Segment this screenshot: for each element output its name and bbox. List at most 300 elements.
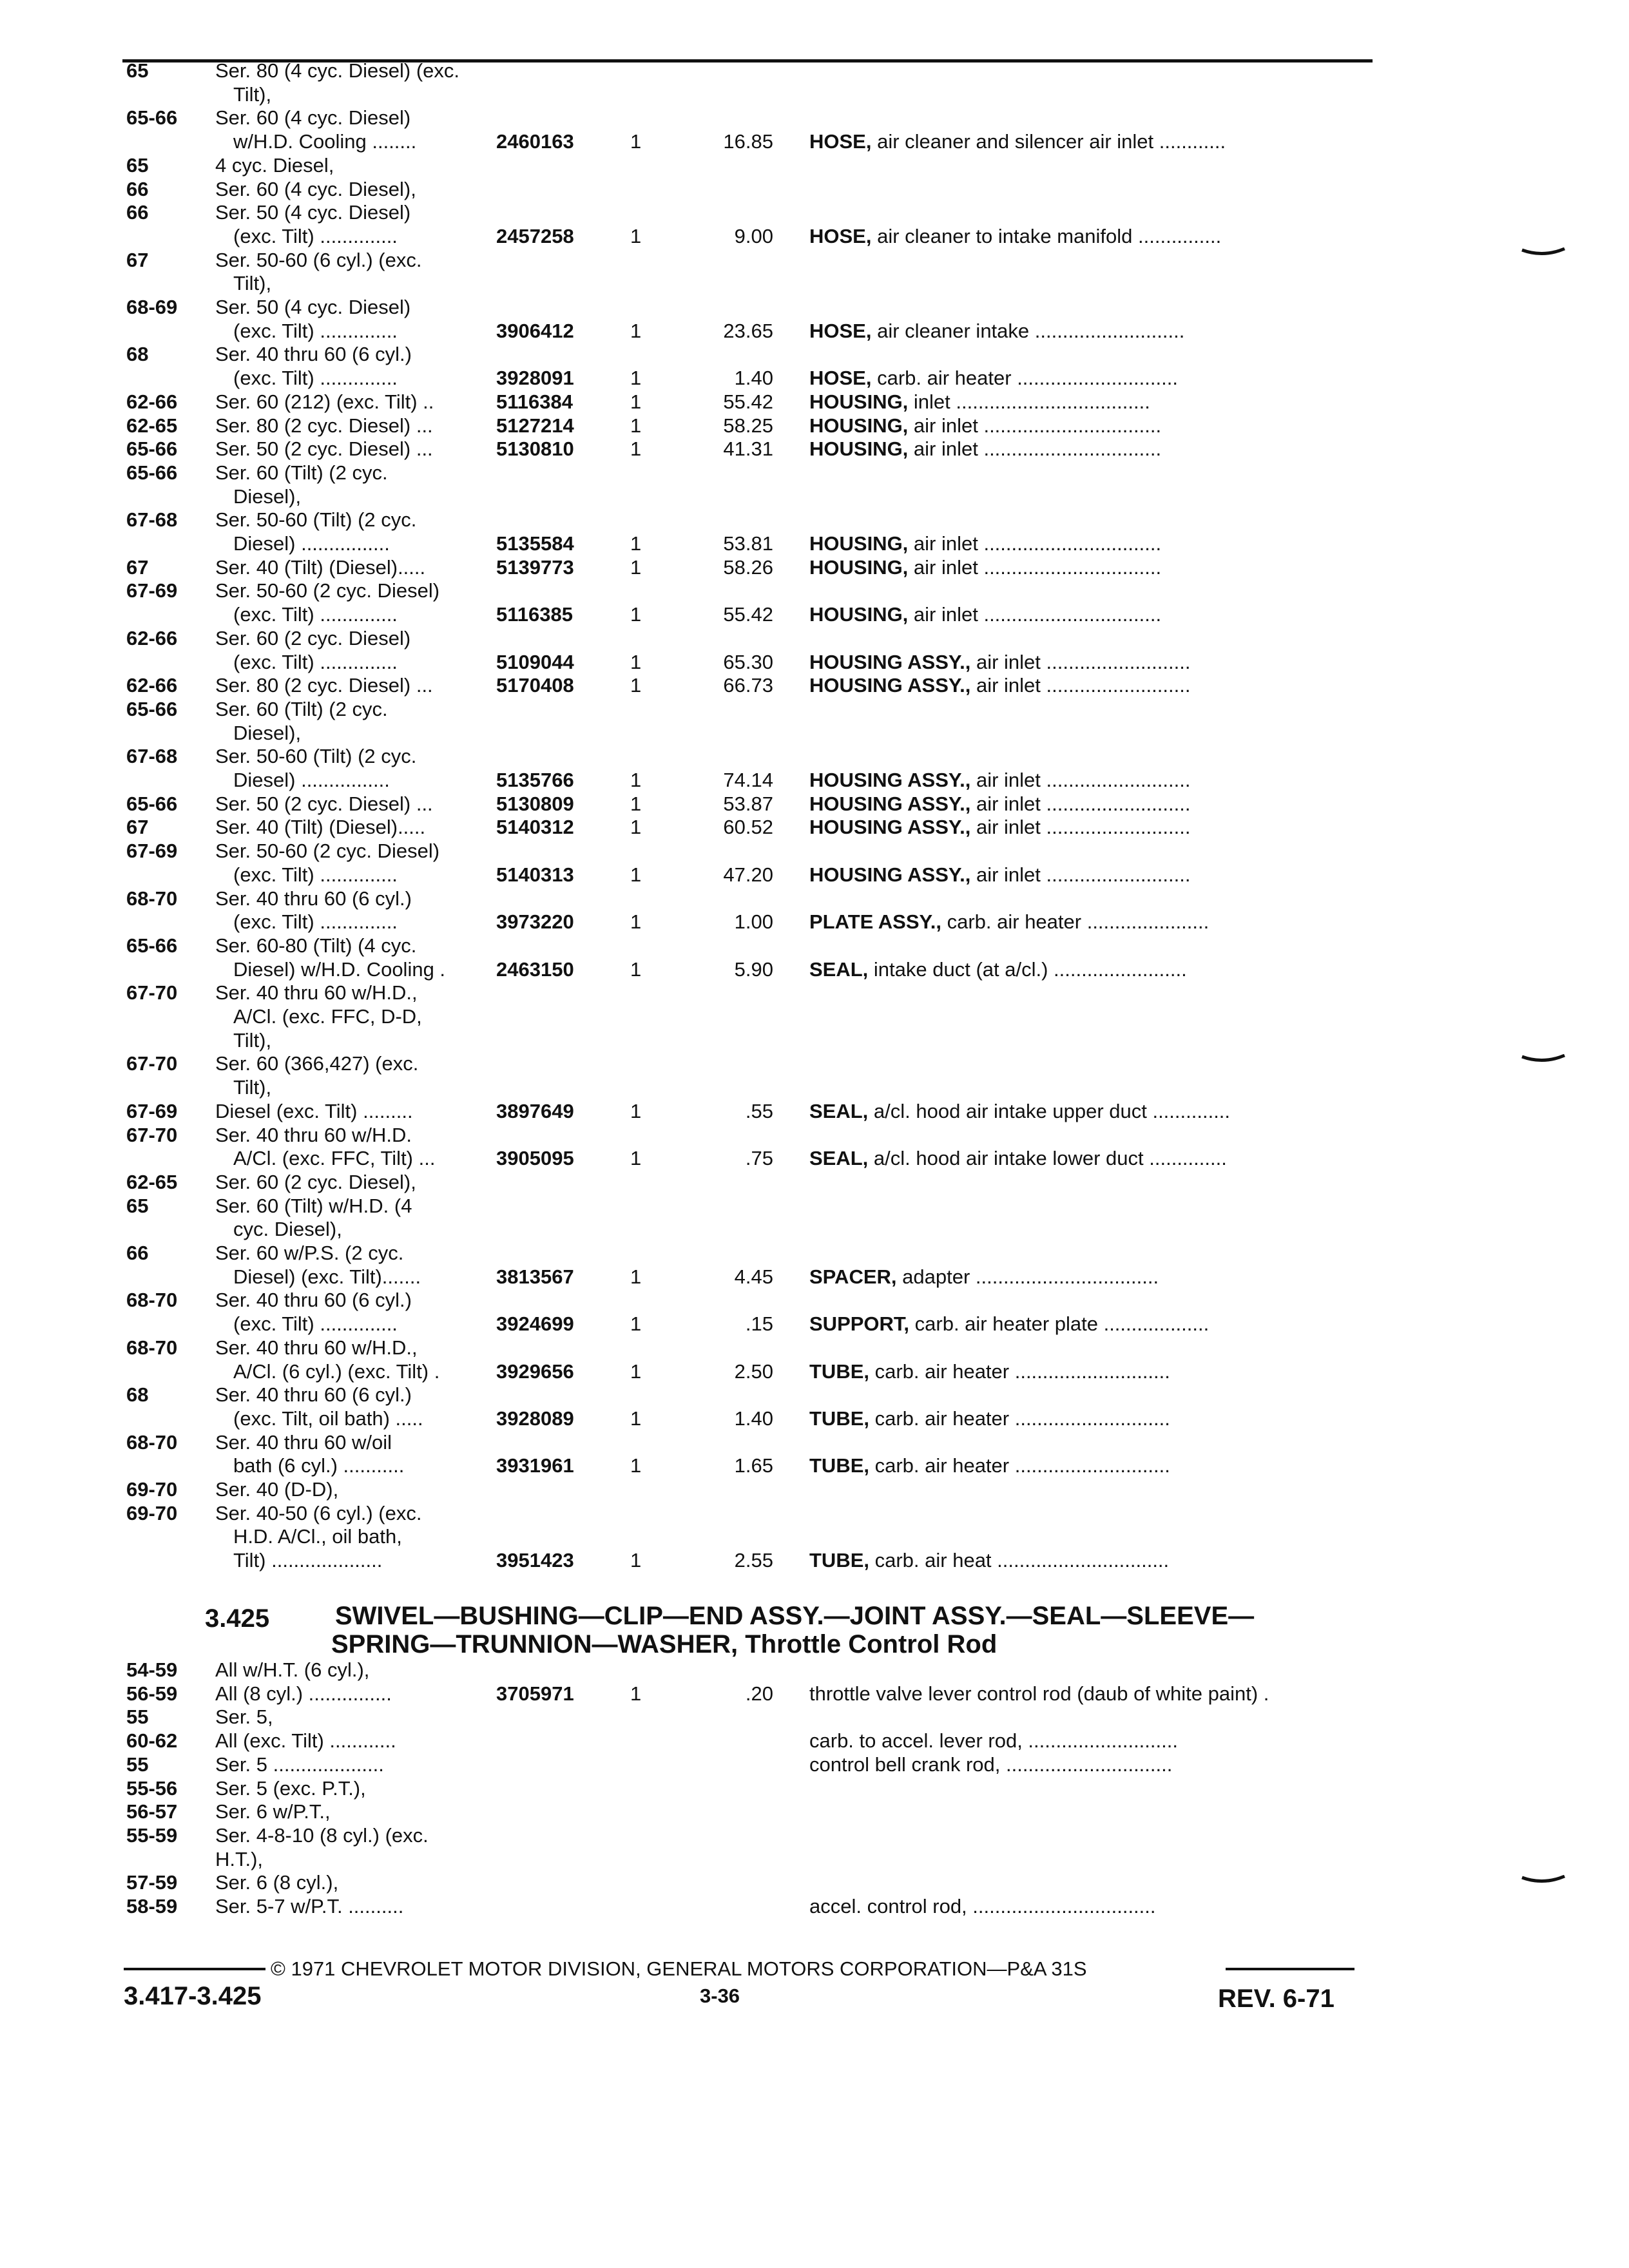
quantity: 1	[630, 769, 642, 791]
application: Ser. 60 (Tilt) w/H.D. (4	[215, 1194, 412, 1217]
model-year: 55	[126, 1753, 149, 1776]
model-year: 66	[126, 177, 149, 200]
quantity: 1	[630, 674, 642, 697]
application: Diesel),	[233, 485, 302, 508]
list-price: 1.40	[734, 1407, 773, 1430]
application: Ser. 50-60 (6 cyl.) (exc.	[215, 248, 422, 271]
application: 4 cyc. Diesel,	[215, 153, 334, 177]
quantity: 1	[630, 224, 642, 247]
part-number: 3929656	[496, 1360, 574, 1383]
table-row	[0, 1124, 1629, 1147]
table-row	[0, 320, 1629, 343]
section-title-line1: SWIVEL—BUSHING—CLIP—END ASSY.—JOINT ASSY.—SEAL—SLEEVE—	[335, 1602, 1255, 1630]
model-year: 65-66	[126, 792, 178, 815]
application: All w/H.T. (6 cyl.),	[215, 1658, 370, 1681]
quantity: 1	[630, 532, 642, 555]
application: (exc. Tilt) ..............	[233, 603, 398, 626]
list-price: 16.85	[723, 130, 773, 153]
part-name-bold: HOUSING,	[809, 532, 909, 555]
list-price: .20	[745, 1682, 773, 1705]
part-name-rest: air inlet ................................	[908, 532, 1162, 555]
application: H.D. A/Cl., oil bath,	[233, 1525, 402, 1548]
part-number: 5140313	[496, 863, 574, 886]
model-year: 66	[126, 1242, 149, 1264]
part-name-rest: control bell crank rod, ..............................	[809, 1753, 1173, 1776]
part-name	[809, 1454, 1170, 1477]
list-price: 53.81	[723, 532, 773, 555]
part-name	[809, 1360, 1170, 1383]
table-row	[0, 1753, 1629, 1776]
table-row	[0, 532, 1629, 555]
table-row	[0, 1360, 1629, 1383]
list-price: 53.87	[723, 792, 773, 815]
quantity: 1	[630, 1265, 642, 1288]
part-name-bold: SEAL,	[809, 957, 869, 981]
table-row	[0, 1052, 1629, 1075]
application: (exc. Tilt) ..............	[233, 863, 398, 886]
part-name-bold: SUPPORT,	[809, 1312, 910, 1336]
list-price: 47.20	[723, 863, 773, 886]
model-year: 69-70	[126, 1478, 178, 1501]
table-row	[0, 296, 1629, 319]
table-row	[0, 1454, 1629, 1477]
application: (exc. Tilt) ..............	[233, 319, 398, 342]
application: Ser. 40 thru 60 (6 cyl.)	[215, 1383, 412, 1407]
table-row	[0, 1147, 1629, 1170]
list-price: 58.26	[723, 555, 773, 579]
application: Ser. 50 (2 cyc. Diesel) ...	[215, 437, 433, 461]
application: A/Cl. (exc. FFC, Tilt) ...	[233, 1147, 436, 1170]
model-year: 67	[126, 248, 149, 271]
table-row	[0, 249, 1629, 272]
footer-copyright: © 1971 CHEVROLET MOTOR DIVISION, GENERAL MOTORS CORPORATION—P&A 31S	[271, 1957, 1087, 1980]
part-name	[809, 414, 1161, 437]
application: Ser. 60-80 (Tilt) (4 cyc.	[215, 934, 417, 957]
application: Ser. 50 (2 cyc. Diesel) ...	[215, 792, 433, 815]
part-number: 3924699	[496, 1312, 574, 1336]
application: Ser. 80 (4 cyc. Diesel) (exc.	[215, 59, 460, 82]
table-row	[0, 437, 1629, 461]
table-row	[0, 83, 1629, 106]
model-year: 54-59	[126, 1658, 178, 1681]
application: Ser. 40 thru 60 w/oil	[215, 1430, 392, 1454]
list-price: 23.65	[723, 319, 773, 342]
model-year: 67-70	[126, 1123, 178, 1146]
part-name-rest: air inlet ..........................	[970, 769, 1191, 791]
table-row	[0, 508, 1629, 532]
part-name	[809, 556, 1161, 579]
part-name-bold: HOUSING ASSY.,	[809, 863, 971, 886]
application: (exc. Tilt) ..............	[233, 367, 398, 390]
application: Tilt) ....................	[233, 1549, 383, 1572]
application: Ser. 5,	[215, 1706, 273, 1729]
part-number: 2460163	[496, 130, 574, 153]
application: All (exc. Tilt) ............	[215, 1729, 396, 1753]
part-number: 3931961	[496, 1454, 574, 1477]
table-row	[0, 1895, 1629, 1918]
model-year: 65	[126, 59, 149, 82]
table-row	[0, 887, 1629, 910]
part-name-bold: HOUSING,	[809, 390, 909, 413]
part-name	[809, 1753, 1172, 1776]
part-name-rest: air inlet ................................	[908, 603, 1162, 626]
model-year: 68-70	[126, 1289, 178, 1312]
table-row	[0, 981, 1629, 1004]
table-row	[0, 910, 1629, 934]
table-row	[0, 934, 1629, 957]
quantity: 1	[630, 1360, 642, 1383]
footer-rule-right	[1226, 1968, 1354, 1970]
part-name-bold: HOUSING,	[809, 437, 909, 461]
part-name	[809, 130, 1226, 153]
part-number: 5139773	[496, 555, 574, 579]
part-name-bold: HOUSING ASSY.,	[809, 650, 971, 673]
application: Ser. 5 ....................	[215, 1753, 384, 1776]
application: Ser. 60 w/P.S. (2 cyc.	[215, 1242, 404, 1264]
part-name-rest: inlet ...................................	[908, 390, 1150, 413]
part-name-rest: air inlet ................................	[908, 437, 1162, 461]
model-year: 65	[126, 153, 149, 177]
application: Ser. 40 thru 60 w/H.D.	[215, 1123, 412, 1146]
table-row	[0, 556, 1629, 579]
part-name-rest: air cleaner to intake manifold ...............	[871, 224, 1222, 247]
table-row	[0, 1549, 1629, 1572]
model-year: 68-70	[126, 1430, 178, 1454]
application: Ser. 60 (2 cyc. Diesel),	[215, 1170, 416, 1193]
section-number: 3.425	[205, 1604, 270, 1633]
table-row	[0, 1195, 1629, 1218]
list-price: 65.30	[723, 650, 773, 673]
part-number: 3951423	[496, 1549, 574, 1572]
section-title	[331, 1602, 1366, 1658]
table-row	[0, 816, 1629, 839]
table-row	[0, 1478, 1629, 1501]
model-year: 68-70	[126, 887, 178, 910]
quantity: 1	[630, 603, 642, 626]
part-name-bold: HOUSING ASSY.,	[809, 792, 971, 815]
list-price: 1.65	[734, 1454, 773, 1477]
table-row	[0, 958, 1629, 981]
part-number: 3897649	[496, 1099, 574, 1122]
application: Ser. 50-60 (2 cyc. Diesel)	[215, 579, 440, 602]
table-row	[0, 1312, 1629, 1336]
table-row	[0, 1289, 1629, 1312]
application: (exc. Tilt) ..............	[233, 910, 398, 934]
quantity: 1	[630, 910, 642, 934]
application: Ser. 40 thru 60 (6 cyl.)	[215, 1289, 412, 1312]
application: Diesel) ................	[233, 532, 390, 555]
model-year: 60-62	[126, 1729, 178, 1753]
binding-mark	[1521, 1875, 1566, 1884]
application: Ser. 60 (212) (exc. Tilt) ..	[215, 390, 434, 413]
footer-rule-left	[124, 1968, 265, 1970]
part-number: 5135584	[496, 532, 574, 555]
part-number: 3928089	[496, 1407, 574, 1430]
application: Ser. 6 (8 cyl.),	[215, 1871, 339, 1894]
part-name-rest: air inlet ................................	[908, 555, 1162, 579]
table-row	[0, 485, 1629, 508]
table-row	[0, 1076, 1629, 1099]
table-row	[0, 1029, 1629, 1052]
part-number: 5140312	[496, 816, 574, 839]
table-row	[0, 59, 1629, 82]
model-year: 55	[126, 1706, 149, 1729]
model-year: 62-65	[126, 1170, 178, 1193]
application: Ser. 4-8-10 (8 cyl.) (exc.	[215, 1823, 429, 1847]
quantity: 1	[630, 957, 642, 981]
application: cyc. Diesel),	[233, 1218, 342, 1241]
application: Tilt),	[233, 1028, 272, 1052]
part-name-bold: HOUSING,	[809, 414, 909, 437]
table-row	[0, 1800, 1629, 1823]
part-number: 5127214	[496, 414, 574, 437]
quantity: 1	[630, 555, 642, 579]
model-year: 65-66	[126, 934, 178, 957]
model-year: 67-69	[126, 579, 178, 602]
application: All (8 cyl.) ...............	[215, 1682, 392, 1705]
list-price: .15	[745, 1312, 773, 1336]
part-name-rest: adapter .................................	[896, 1265, 1159, 1288]
quantity: 1	[630, 650, 642, 673]
part-name-bold: PLATE ASSY.,	[809, 910, 941, 934]
part-name	[809, 769, 1190, 792]
application: Tilt),	[233, 1076, 272, 1099]
table-row	[0, 579, 1629, 602]
part-name-bold: HOUSING ASSY.,	[809, 816, 971, 839]
part-name-rest: accel. control rod, .................................	[809, 1895, 1156, 1917]
part-name	[809, 1312, 1209, 1336]
part-number: 3973220	[496, 910, 574, 934]
part-name-rest: throttle valve lever control rod (daub of white paint) .	[809, 1682, 1269, 1705]
table-row	[0, 154, 1629, 177]
part-name-bold: SEAL,	[809, 1147, 869, 1170]
application: Ser. 80 (2 cyc. Diesel) ...	[215, 674, 433, 697]
table-row	[0, 201, 1629, 224]
application: Tilt),	[233, 82, 272, 106]
part-name-rest: air inlet ..........................	[970, 792, 1191, 815]
part-number: 5116385	[496, 603, 573, 626]
model-year: 67	[126, 555, 149, 579]
quantity: 1	[630, 1099, 642, 1122]
application: Ser. 50-60 (Tilt) (2 cyc.	[215, 508, 417, 532]
application: (exc. Tilt, oil bath) .....	[233, 1407, 423, 1430]
model-year: 65-66	[126, 106, 178, 130]
model-year: 69-70	[126, 1501, 178, 1524]
table-row	[0, 1431, 1629, 1454]
application: Ser. 40 thru 60 (6 cyl.)	[215, 887, 412, 910]
application: (exc. Tilt) ..............	[233, 650, 398, 673]
model-year: 62-66	[126, 390, 178, 413]
table-row	[0, 106, 1629, 130]
model-year: 67-69	[126, 1099, 178, 1122]
part-name	[809, 863, 1190, 887]
application: Diesel) ................	[233, 769, 390, 791]
part-name	[809, 390, 1150, 414]
part-number: 2463150	[496, 957, 574, 981]
table-row	[0, 793, 1629, 816]
table-row	[0, 367, 1629, 390]
part-name-bold: TUBE,	[809, 1454, 869, 1477]
table-row	[0, 840, 1629, 863]
part-name-rest: carb. air heat ...............................	[869, 1549, 1170, 1572]
table-row	[0, 1706, 1629, 1729]
model-year: 67-70	[126, 981, 178, 1004]
part-name-rest: carb. air heater ......................	[941, 910, 1210, 934]
part-number: 3813567	[496, 1265, 574, 1288]
quantity: 1	[630, 816, 642, 839]
application: Ser. 50 (4 cyc. Diesel)	[215, 201, 411, 224]
list-price: 58.25	[723, 414, 773, 437]
part-name-bold: TUBE,	[809, 1549, 869, 1572]
part-name-bold: HOSE,	[809, 319, 872, 342]
table-row	[0, 178, 1629, 201]
part-name-bold: HOUSING,	[809, 555, 909, 579]
application: Ser. 50 (4 cyc. Diesel)	[215, 296, 411, 318]
application: Ser. 40 thru 60 (6 cyl.)	[215, 343, 412, 366]
part-name	[809, 1265, 1159, 1289]
part-number: 5116384	[496, 390, 573, 413]
model-year: 65-66	[126, 461, 178, 484]
part-name	[809, 651, 1190, 674]
model-year: 65	[126, 1194, 149, 1217]
quantity: 1	[630, 319, 642, 342]
table-row	[0, 745, 1629, 768]
model-year: 67-69	[126, 840, 178, 863]
quantity: 1	[630, 437, 642, 461]
table-row	[0, 1336, 1629, 1360]
part-name-rest: carb. air heater .............................	[871, 367, 1178, 390]
list-price: 55.42	[723, 390, 773, 413]
part-number: 3928091	[496, 367, 574, 390]
table-row	[0, 769, 1629, 792]
model-year: 68	[126, 1383, 149, 1407]
model-year: 65-66	[126, 697, 178, 720]
application: Ser. 60 (366,427) (exc.	[215, 1052, 419, 1075]
part-name	[809, 320, 1184, 343]
model-year: 62-65	[126, 414, 178, 437]
part-name	[809, 1407, 1170, 1430]
part-number: 3705971	[496, 1682, 574, 1705]
model-year: 56-57	[126, 1800, 178, 1823]
quantity: 1	[630, 367, 642, 390]
quantity: 1	[630, 130, 642, 153]
quantity: 1	[630, 390, 642, 413]
table-row	[0, 272, 1629, 295]
table-row	[0, 1729, 1629, 1753]
table-row	[0, 1100, 1629, 1123]
part-name-bold: HOSE,	[809, 130, 872, 153]
part-name-rest: carb. to accel. lever rod, ...........................	[809, 1729, 1178, 1753]
footer-revision: REV. 6-71	[1218, 1984, 1335, 2013]
part-name-bold: TUBE,	[809, 1407, 869, 1430]
application: Ser. 5-7 w/P.T. ..........	[215, 1895, 404, 1917]
part-name	[809, 1100, 1230, 1123]
part-name-rest: carb. air heater ............................	[869, 1407, 1170, 1430]
part-name-rest: carb. air heater ............................	[869, 1360, 1170, 1383]
part-name	[809, 603, 1161, 626]
footer-section-range: 3.417-3.425	[124, 1982, 262, 2010]
table-row	[0, 651, 1629, 674]
part-name	[809, 1682, 1269, 1706]
table-row	[0, 627, 1629, 650]
model-year: 55-56	[126, 1776, 178, 1800]
part-name-rest: air inlet ..........................	[970, 650, 1191, 673]
list-price: 2.50	[734, 1360, 773, 1383]
application: (exc. Tilt) ..............	[233, 1312, 398, 1336]
table-row	[0, 1525, 1629, 1548]
model-year: 67-70	[126, 1052, 178, 1075]
section-title-line2: SPRING—TRUNNION—WASHER, Throttle Control Rod	[331, 1630, 998, 1658]
model-year: 57-59	[126, 1871, 178, 1894]
table-row	[0, 1171, 1629, 1194]
part-name-bold: HOUSING,	[809, 603, 909, 626]
application: H.T.),	[215, 1847, 264, 1870]
list-price: 74.14	[723, 769, 773, 791]
application: Ser. 40 thru 60 w/H.D.,	[215, 1336, 418, 1359]
table-row	[0, 722, 1629, 745]
part-name	[809, 367, 1178, 390]
quantity: 1	[630, 863, 642, 886]
list-price: 1.00	[734, 910, 773, 934]
application: A/Cl. (exc. FFC, D-D,	[233, 1005, 422, 1028]
part-name	[809, 1895, 1156, 1918]
list-price: 1.40	[734, 367, 773, 390]
table-row	[0, 1682, 1629, 1706]
part-number: 2457258	[496, 224, 574, 247]
application: Diesel (exc. Tilt) .........	[215, 1099, 413, 1122]
application: Ser. 40 (Tilt) (Diesel).....	[215, 555, 426, 579]
part-number: 3905095	[496, 1147, 574, 1170]
part-name-bold: SEAL,	[809, 1099, 869, 1122]
part-name	[809, 1549, 1169, 1572]
table-row	[0, 1848, 1629, 1871]
application: bath (6 cyl.) ...........	[233, 1454, 405, 1477]
quantity: 1	[630, 1682, 642, 1705]
part-name-rest: carb. air heater plate ...................	[909, 1312, 1210, 1336]
list-price: 41.31	[723, 437, 773, 461]
table-row	[0, 1871, 1629, 1894]
part-name	[809, 816, 1190, 839]
model-year: 66	[126, 201, 149, 224]
table-row	[0, 1242, 1629, 1265]
part-name-rest: air inlet ..........................	[970, 863, 1191, 886]
table-row	[0, 1383, 1629, 1407]
model-year: 68-69	[126, 296, 178, 318]
application: Ser. 5 (exc. P.T.),	[215, 1776, 366, 1800]
quantity: 1	[630, 1454, 642, 1477]
part-name-bold: HOUSING ASSY.,	[809, 674, 971, 697]
table-row	[0, 603, 1629, 626]
part-name	[809, 793, 1190, 816]
part-name	[809, 1729, 1178, 1753]
model-year: 67-68	[126, 508, 178, 532]
binding-mark	[1521, 247, 1566, 256]
model-year: 68	[126, 343, 149, 366]
model-year: 62-66	[126, 674, 178, 697]
table-row	[0, 225, 1629, 248]
list-price: .55	[745, 1099, 773, 1122]
list-price: 55.42	[723, 603, 773, 626]
application: Ser. 6 w/P.T.,	[215, 1800, 331, 1823]
application: Diesel),	[233, 721, 302, 744]
table-row	[0, 130, 1629, 153]
table-row	[0, 863, 1629, 887]
part-number: 5109044	[496, 650, 574, 673]
table-row	[0, 1005, 1629, 1028]
model-year: 68-70	[126, 1336, 178, 1359]
application: Ser. 50-60 (Tilt) (2 cyc.	[215, 745, 417, 768]
application: (exc. Tilt) ..............	[233, 224, 398, 247]
